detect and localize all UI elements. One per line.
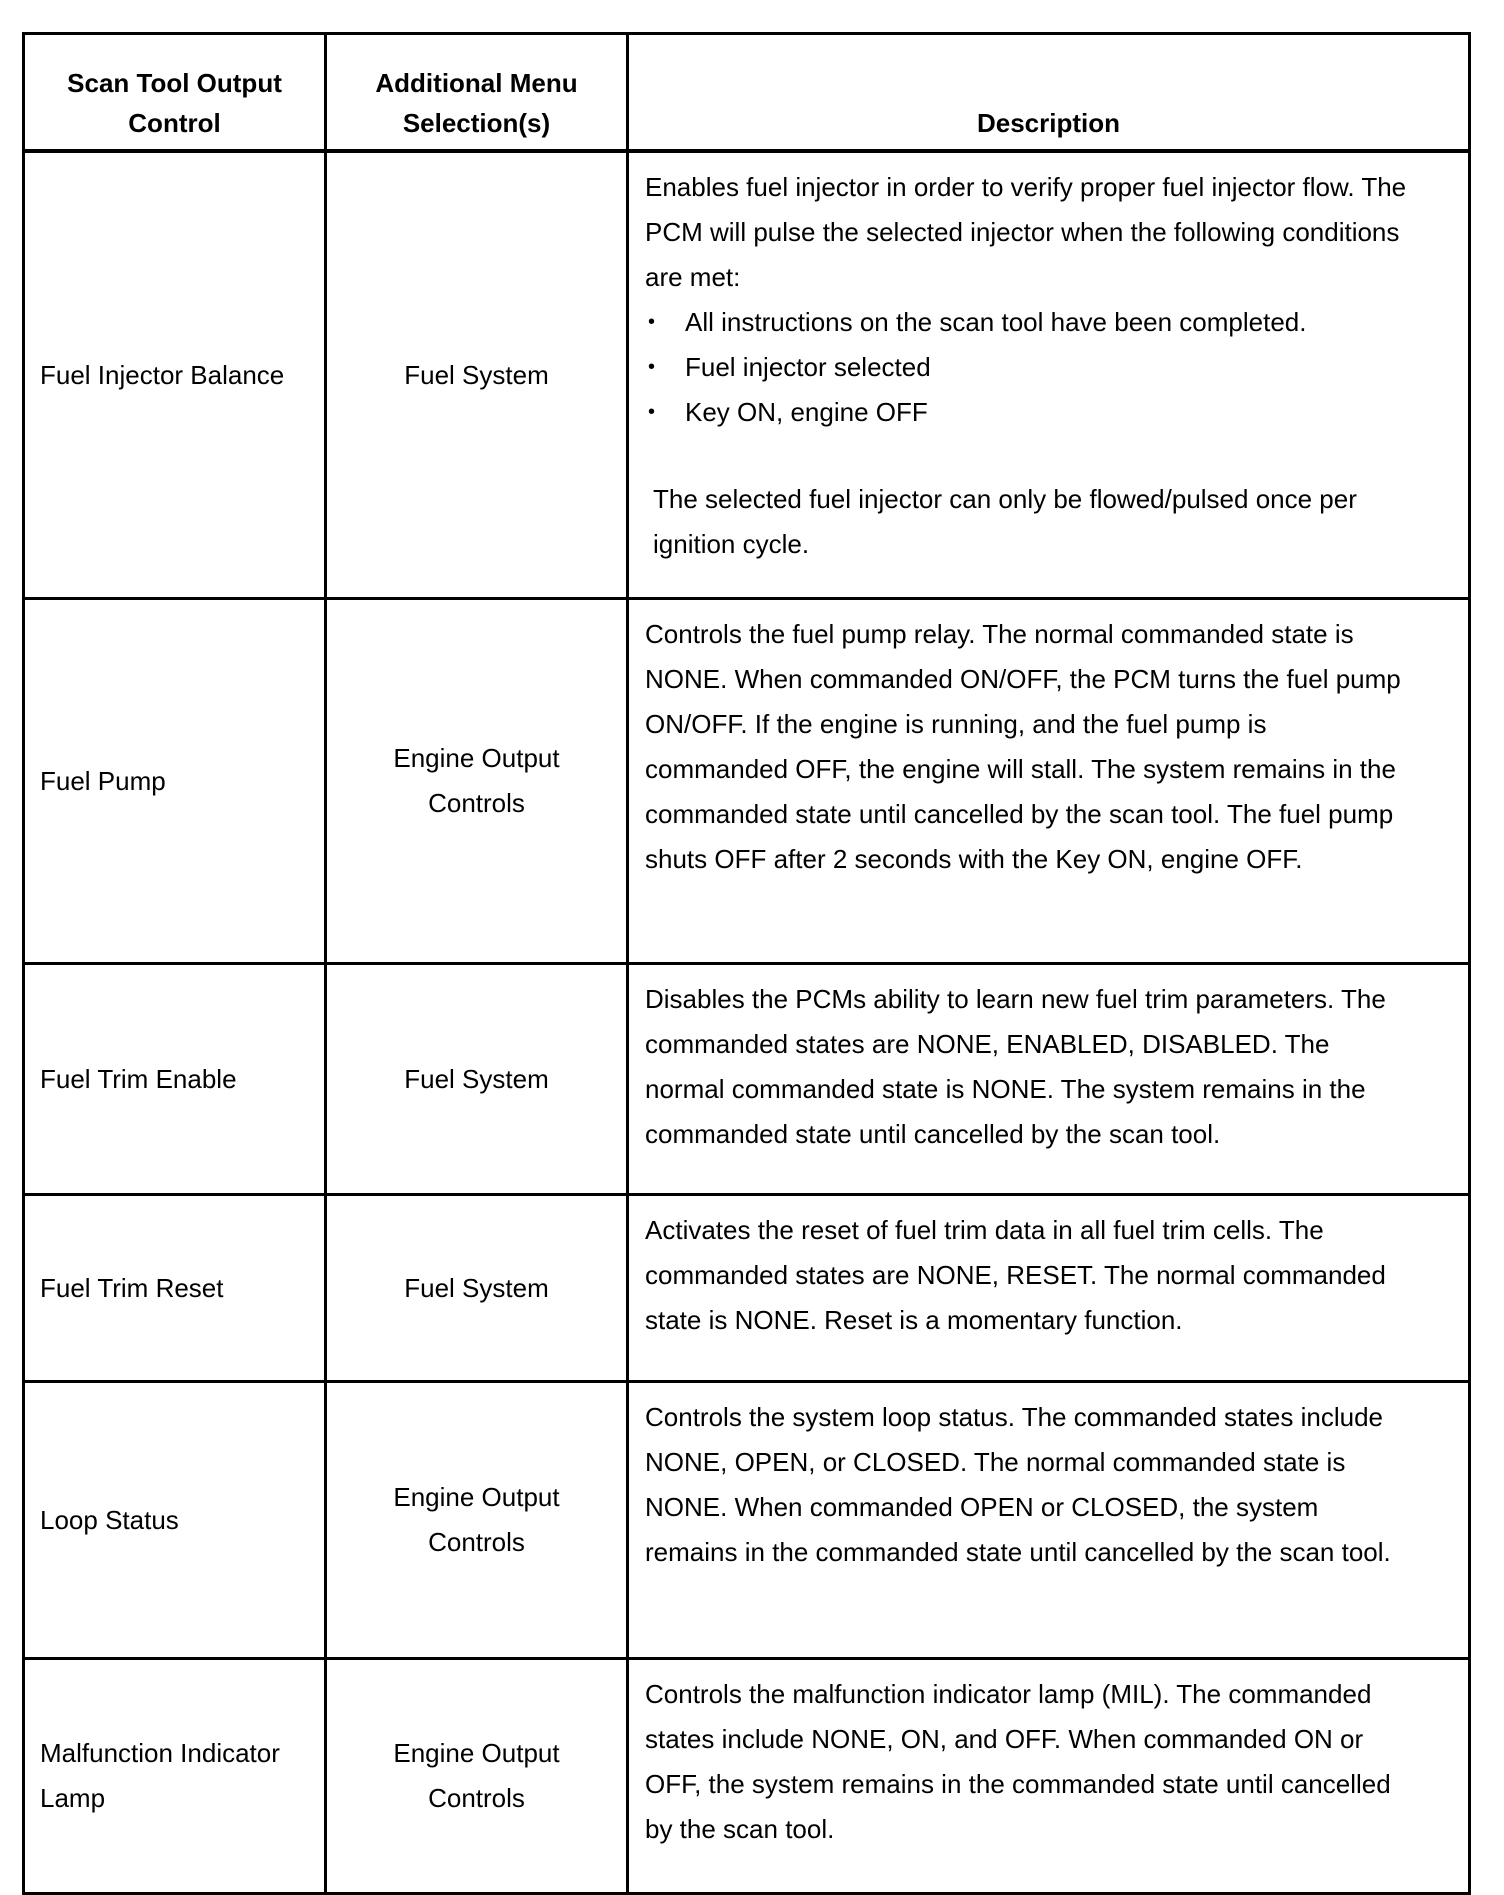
table-row [24, 1382, 1470, 1659]
menu-cell: Fuel System [326, 151, 628, 599]
description-text: Enables fuel injector in order to verify proper fuel injector flow. The PCM will pulse the selected injector when the following conditions are met: [645, 172, 1407, 292]
header-description-label: Description [976, 108, 1121, 138]
header-menu-line1: Additional Menu [375, 68, 578, 98]
table-row [24, 1659, 1470, 1894]
header-description [628, 34, 1470, 152]
control-cell: Fuel Injector Balance [24, 151, 326, 599]
condition-item: • Fuel injector selected [645, 345, 1408, 390]
control-cell: Fuel Trim Reset [24, 1195, 326, 1382]
description-cell: Disables the PCMs ability to learn new fuel trim parameters. The commanded states are NONE, ENABLED, DISABLED. The normal commanded state is NONE. The system remains in the commanded state until cancelled by the scan tool. [628, 964, 1470, 1195]
control-cell: Fuel Pump [24, 599, 326, 964]
table-row [24, 599, 1470, 964]
control-cell: Loop Status [24, 1382, 326, 1659]
description-cell [628, 151, 1470, 599]
table-body [24, 151, 1470, 1894]
menu-cell: Engine Output Controls [326, 1382, 628, 1659]
description-note: The selected fuel injector can only be flowed/pulsed once per ignition cycle. [653, 484, 1357, 559]
control-cell: Malfunction Indicator Lamp [24, 1659, 326, 1894]
header-control [24, 34, 326, 152]
table-row [24, 964, 1470, 1195]
menu-cell: Fuel System [326, 964, 628, 1195]
description-cell: Controls the malfunction indicator lamp (MIL). The commanded states include NONE, ON, and OFF. When commanded ON or OFF, the system remains in the commanded state until cancelled by the scan tool. [628, 1659, 1470, 1894]
output-controls-table [22, 32, 1471, 1895]
menu-cell: Fuel System [326, 1195, 628, 1382]
table-header [24, 34, 1470, 152]
header-control-line2: Control [128, 108, 221, 138]
header-menu [326, 34, 628, 152]
description-cell: Activates the reset of fuel trim data in all fuel trim cells. The commanded states are NONE, RESET. The normal commanded state is NONE. Reset is a momentary function. [628, 1195, 1470, 1382]
header-row [24, 34, 1470, 152]
table-row [24, 1195, 1470, 1382]
header-menu-line2: Selection(s) [402, 108, 551, 138]
condition-item: • Key ON, engine OFF [645, 390, 1408, 435]
description-cell: Controls the system loop status. The commanded states include NONE, OPEN, or CLOSED. The normal commanded state is NONE. When commanded OPEN or CLOSED, the system remains in the commanded state until cancelled by the scan tool. [628, 1382, 1470, 1659]
control-cell: Fuel Trim Enable [24, 964, 326, 1195]
condition-item: • All instructions on the scan tool have been completed. [645, 300, 1408, 345]
menu-cell: Engine Output Controls [326, 599, 628, 964]
condition-list [645, 300, 1408, 435]
table-row [24, 151, 1470, 599]
menu-cell: Engine Output Controls [326, 1659, 628, 1894]
description-cell: Controls the fuel pump relay. The normal commanded state is NONE. When commanded ON/OFF, the PCM turns the fuel pump ON/OFF. If the engine is running, and the fuel pump is commanded OFF, the engine will stall. The system remains in the commanded state until cancelled by the scan tool. The fuel pump shuts OFF after 2 seconds with the Key ON, engine OFF. [628, 599, 1470, 964]
header-control-line1: Scan Tool Output [67, 68, 282, 98]
